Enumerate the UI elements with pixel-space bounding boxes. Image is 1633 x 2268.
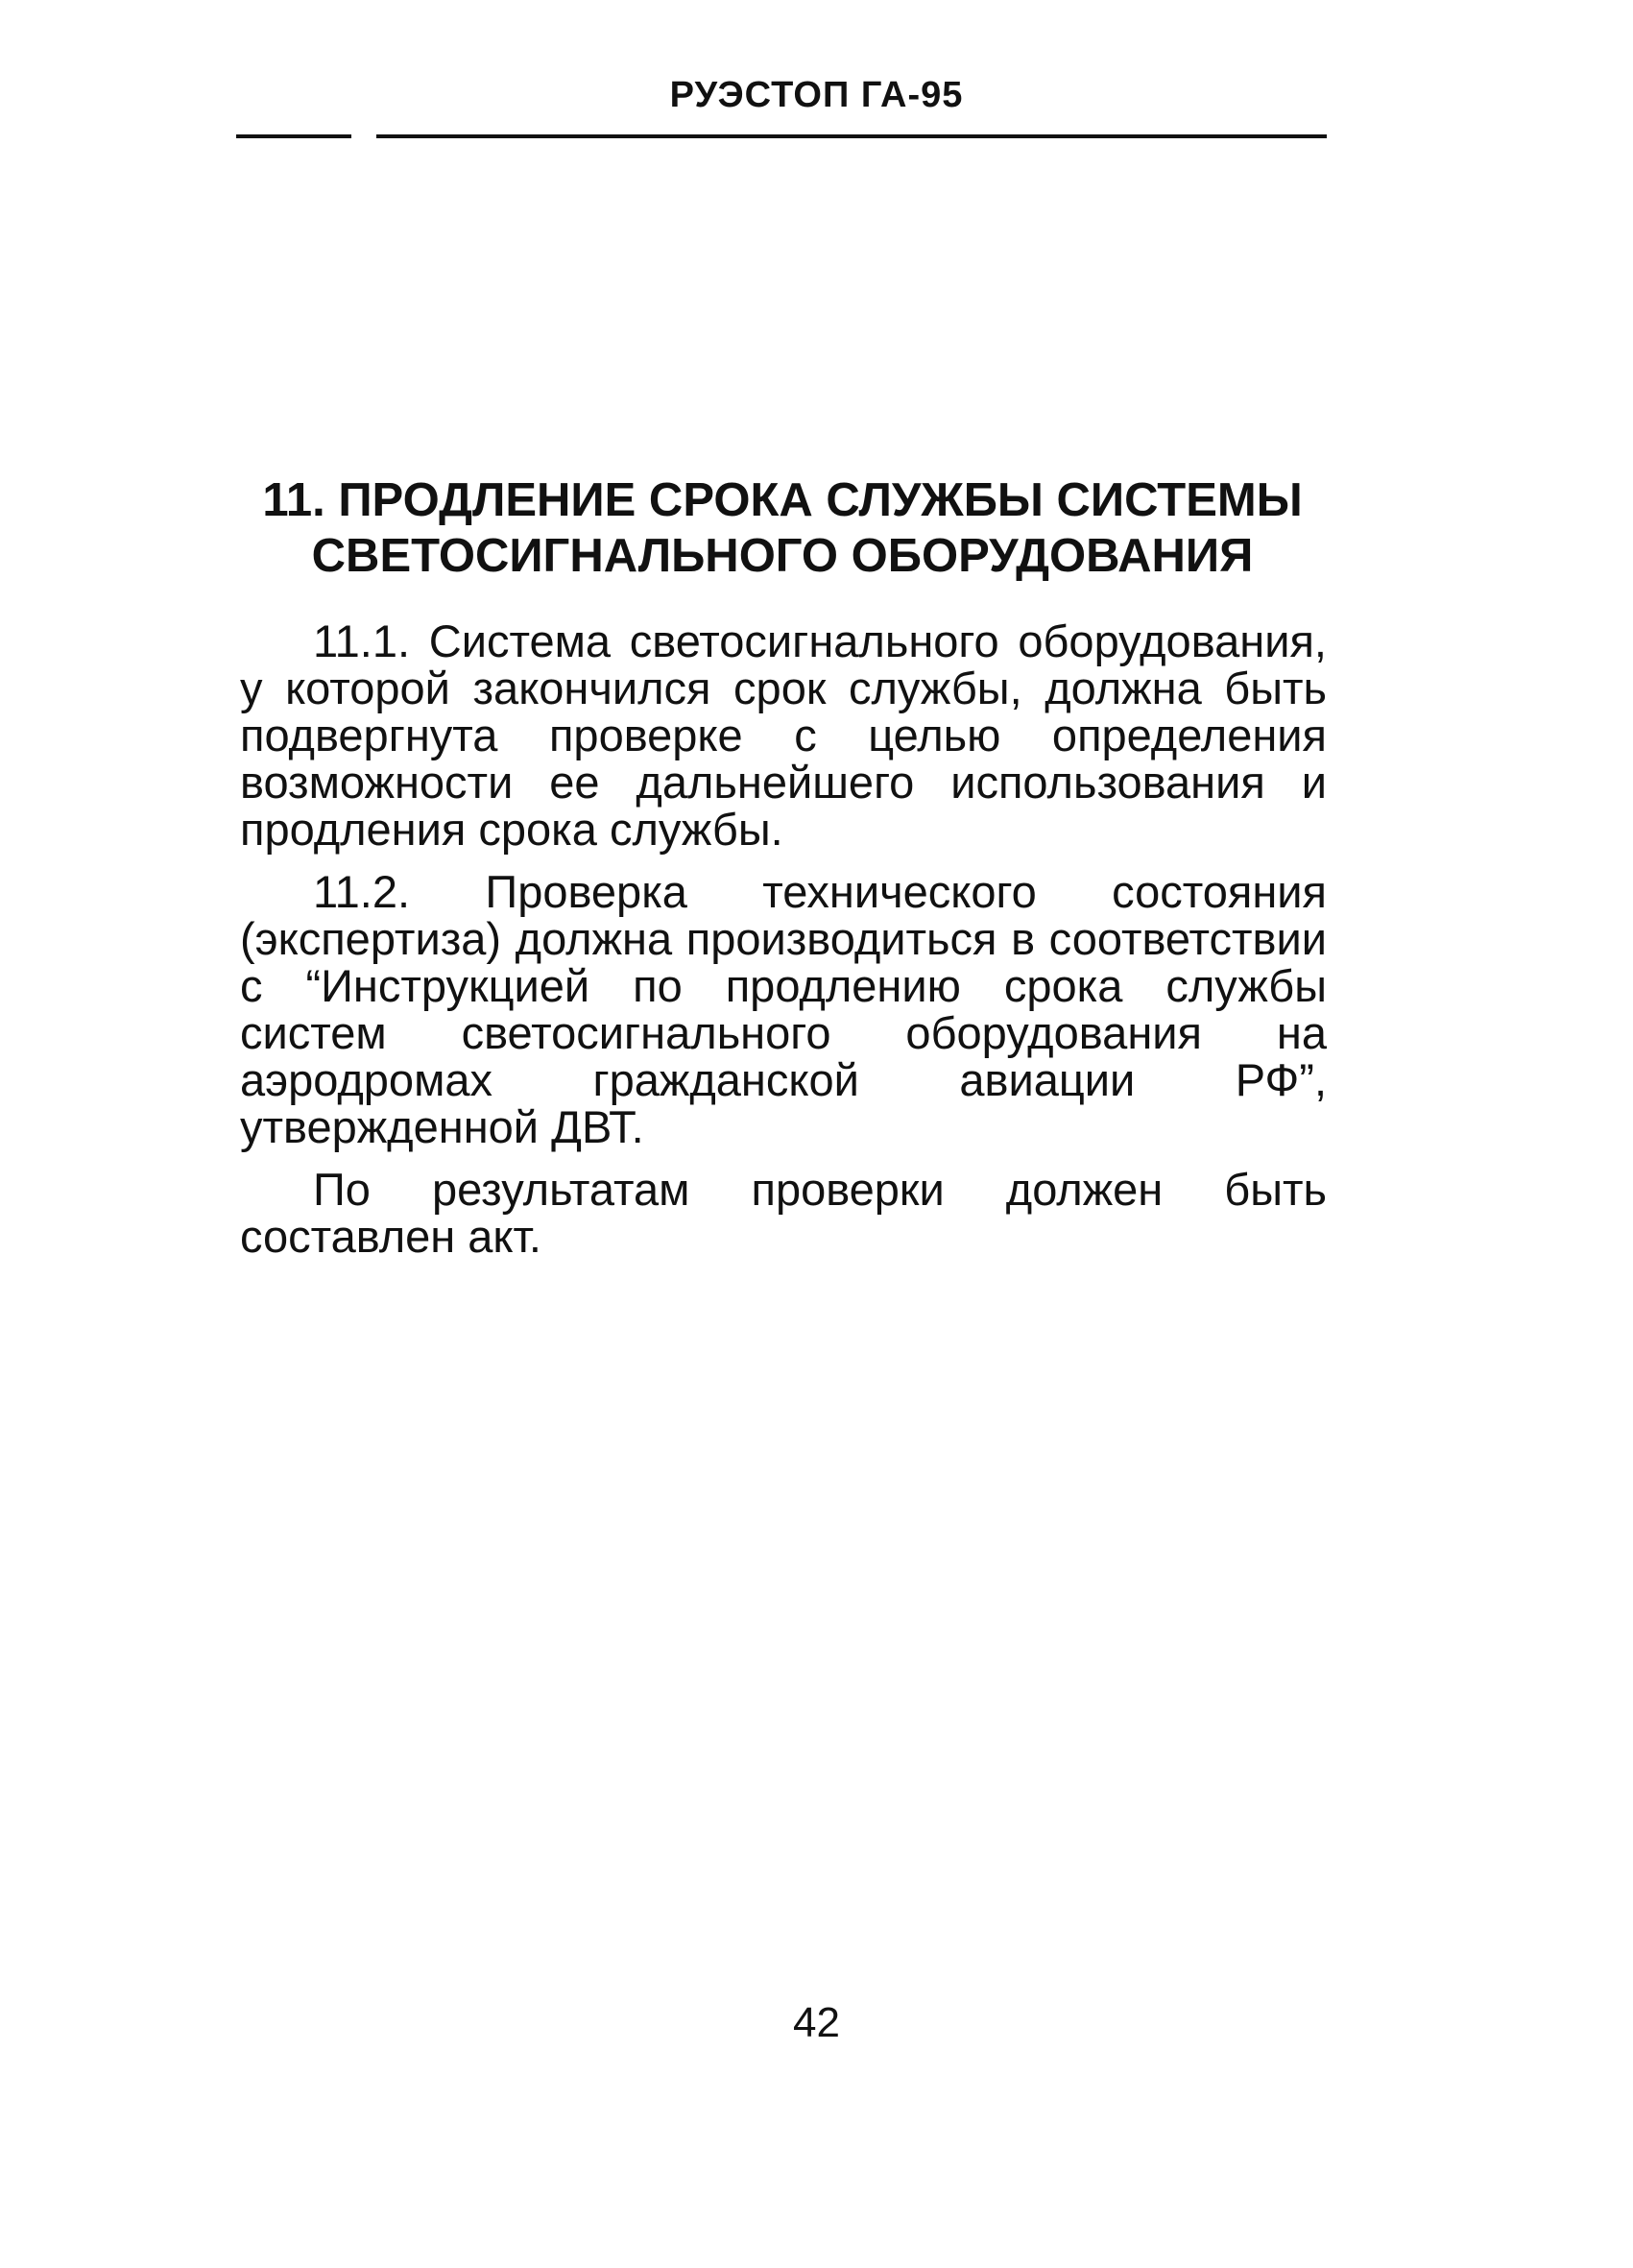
- header-rule-short: [236, 134, 351, 138]
- paragraph-11-1: 11.1. Система светосигнального оборудования, у которой закончился срок службы, должна быть подвергнута проверке с целью определения возможности ее дальнейшего использования и продления срока службы.: [240, 615, 1327, 855]
- header-rule-long: [376, 134, 1327, 138]
- paragraph-act: По результатам проверки должен быть составлен акт.: [240, 1164, 1327, 1262]
- running-header: РУЭСТОП ГА-95: [669, 75, 964, 115]
- body-text: [240, 617, 1327, 1275]
- page-number: 42: [793, 1999, 840, 2046]
- section-title-line-1: 11. ПРОДЛЕНИЕ СРОКА СЛУЖБЫ СИСТЕМЫ: [262, 474, 1303, 526]
- paragraph-11-2: 11.2. Проверка технического состояния (экспертиза) должна производиться в соответствии с “Инструкцией по продлению срока службы систем светосигнального оборудования на аэродромах гражданской авиации РФ”, утвержденной ДВТ.: [240, 866, 1327, 1152]
- section-title: [240, 472, 1325, 584]
- section-title-line-2: СВЕТОСИГНАЛЬНОГО ОБОРУДОВАНИЯ: [311, 530, 1254, 582]
